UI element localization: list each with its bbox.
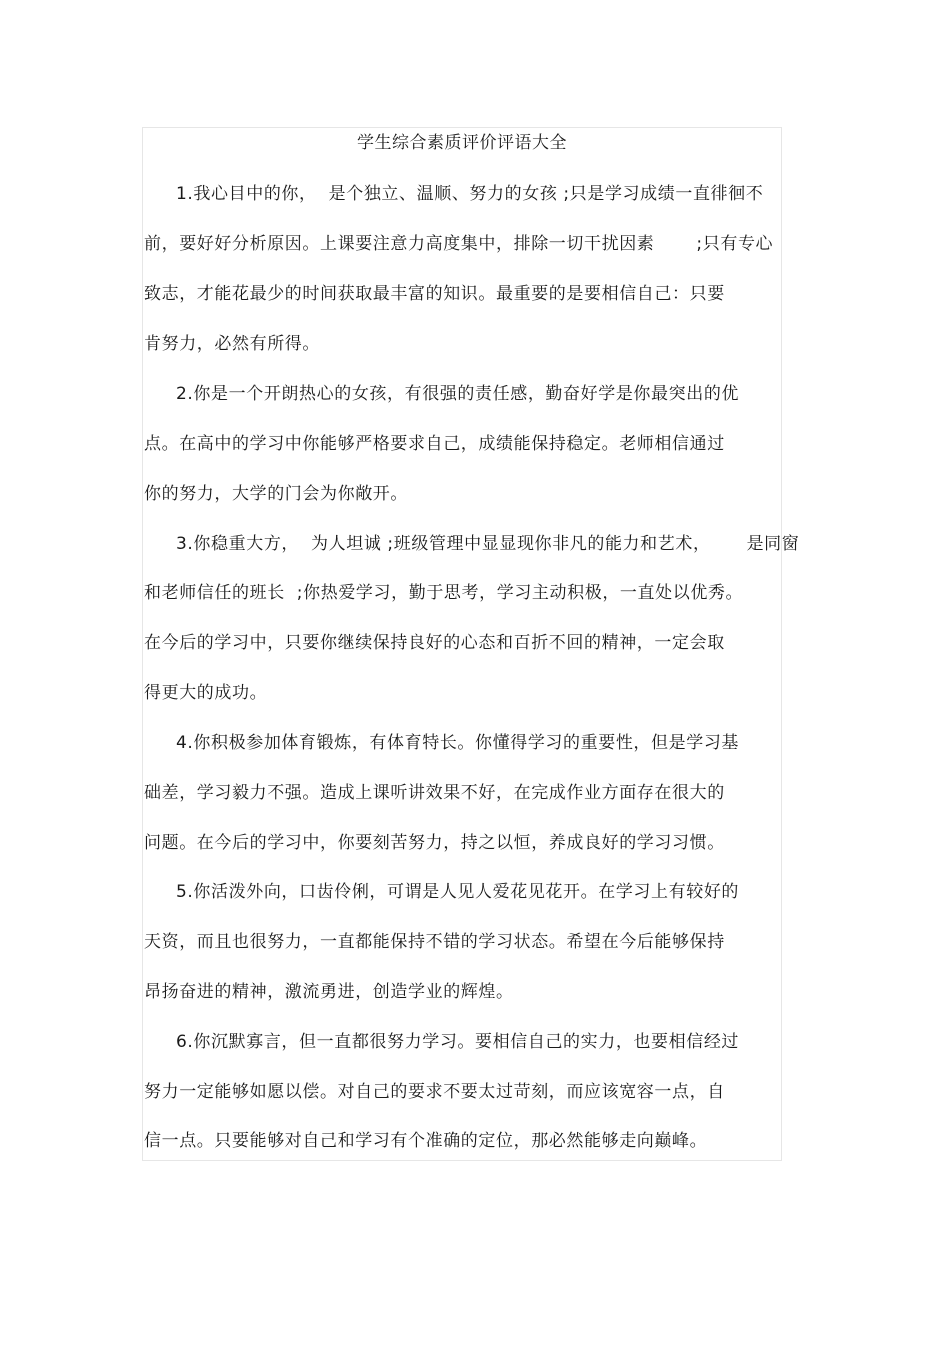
paragraph-3-line-1: 3.你稳重大方， 为人坦诚 ;班级管理中显显现你非凡的能力和艺术， 是同窗 [176,534,800,554]
paragraph-6-line-1: 6.你沉默寡言，但一直都很努力学习。要相信自己的实力，也要相信经过 [176,1032,740,1052]
paragraph-1-line-4: 肯努力，必然有所得。 [144,334,320,354]
paragraph-1-line-3: 致志，才能花最少的时间获取最丰富的知识。最重要的是要相信自己：只要 [144,284,725,304]
paragraph-2-line-3: 你的努力，大学的门会为你敞开。 [144,484,408,504]
paragraph-5-line-3: 昂扬奋进的精神，激流勇进，创造学业的辉煌。 [144,982,514,1002]
paragraph-3-line-4: 得更大的成功。 [144,683,268,703]
document-title: 学生综合素质评价评语大全 [357,133,567,153]
paragraph-2-line-2: 点。在高中的学习中你能够严格要求自己，成绩能保持稳定。老师相信通过 [144,434,725,454]
paragraph-6-line-3: 信一点。只要能够对自己和学习有个准确的定位，那必然能够走向巅峰。 [144,1131,708,1151]
paragraph-4-line-3: 问题。在今后的学习中，你要刻苦努力，持之以恒，养成良好的学习习惯。 [144,833,725,853]
paragraph-1-line-1: 1.我心目中的你， 是个独立、温顺、努力的女孩 ;只是学习成绩一直徘徊不 [176,184,764,204]
paragraph-4-line-2: 础差，学习毅力不强。造成上课听讲效果不好，在完成作业方面存在很大的 [144,783,725,803]
paragraph-2-line-1: 2.你是一个开朗热心的女孩，有很强的责任感，勤奋好学是你最突出的优 [176,384,740,404]
paragraph-4-line-1: 4.你积极参加体育锻炼，有体育特长。你懂得学习的重要性，但是学习基 [176,733,740,753]
paragraph-6-line-2: 努力一定能够如愿以偿。对自己的要求不要太过苛刻，而应该宽容一点，自 [144,1082,725,1102]
paragraph-5-line-1: 5.你活泼外向，口齿伶俐，可谓是人见人爱花见花开。在学习上有较好的 [176,882,740,902]
paragraph-1-line-2: 前，要好好分析原因。上课要注意力高度集中，排除一切干扰因素 ;只有专心 [144,234,774,254]
paragraph-5-line-2: 天资，而且也很努力，一直都能保持不错的学习状态。希望在今后能够保持 [144,932,725,952]
paragraph-3-line-2: 和老师信任的班长 ;你热爱学习，勤于思考，学习主动积极，一直处以优秀。 [144,583,744,603]
paragraph-3-line-3: 在今后的学习中，只要你继续保持良好的心态和百折不回的精神，一定会取 [144,633,725,653]
